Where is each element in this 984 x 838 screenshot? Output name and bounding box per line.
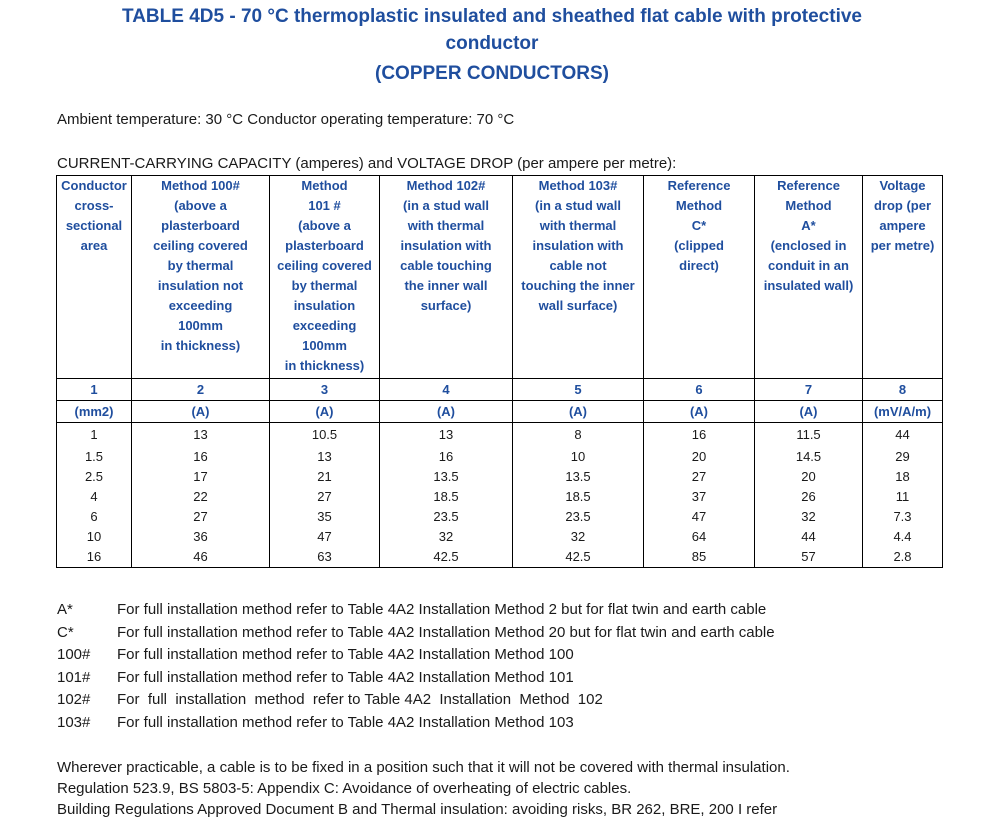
table-cell: 42.5 [513,547,644,568]
note-key: 103# [57,713,91,731]
table-row [57,423,943,448]
column-unit: (mV/A/m) [863,401,943,423]
table-cell: 13 [270,447,380,467]
table-cell: 32 [513,527,644,547]
column-unit: (A) [755,401,863,423]
header-line: plasterboard [161,218,240,233]
header-line: insulation [293,298,356,313]
column-header-7 [755,176,863,379]
table-cell: 22 [132,487,270,507]
column-number: 6 [644,379,755,401]
table-cell: 2.5 [57,467,132,487]
note-item [57,667,775,690]
table-cell: 10 [57,527,132,547]
table-cell: 11.5 [755,423,863,448]
note-item [57,622,775,645]
table-heading: CURRENT-CARRYING CAPACITY (amperes) and VOLTAGE DROP (per ampere per metre): [57,155,677,172]
header-line: (clipped [674,238,724,253]
header-line: 100mm [178,318,223,333]
header-line: Method [675,198,723,213]
note-text: For full installation method refer to Table 4A2 Installation Method 101 [117,668,574,686]
table-cell: 27 [270,487,380,507]
table-cell: 16 [132,447,270,467]
header-line: touching the inner [521,278,635,293]
note-item [57,689,775,712]
table-cell: 16 [380,447,513,467]
table-row [57,507,943,527]
header-line: conduit in an [768,258,849,273]
table-cell: 20 [644,447,755,467]
header-line: (in a stud wall [403,198,489,213]
ambient-temperature-text: Ambient temperature: 30 °C Conductor operating temperature: 70 °C [57,111,515,128]
table-cell: 35 [270,507,380,527]
header-line: Method [785,198,832,213]
header-line: Method 103# [538,178,618,193]
note-item [57,644,775,667]
table-cell: 1.5 [57,447,132,467]
table-title-line-1: TABLE 4D5 - 70 °C thermoplastic insulated and sheathed flat cable with protective [122,6,862,27]
header-line: Method [301,178,348,193]
table-title-line-3: (COPPER CONDUCTORS) [375,63,609,84]
header-line: in thickness) [284,358,365,373]
header-line: ceiling covered [277,258,372,273]
header-line: by thermal [167,258,234,273]
header-line: area [80,238,108,253]
column-unit: (mm2) [57,401,132,423]
table-cell: 85 [644,547,755,568]
table-cell: 4 [57,487,132,507]
footer-text [57,757,790,820]
column-header-1 [57,176,132,379]
header-line: cable not [549,258,607,273]
header-line: Reference [777,178,840,193]
header-line: in thickness) [160,338,241,353]
table-cell: 8 [513,423,644,448]
header-line: Conductor [61,178,127,193]
table-cell: 37 [644,487,755,507]
column-number-row [57,379,943,401]
header-line: the inner wall [404,278,488,293]
note-item [57,712,775,735]
footer-line-2: Regulation 523.9, BS 5803-5: Appendix C: Avoidance of overheating of electric cables. [57,780,632,797]
table-cell: 13 [380,423,513,448]
header-line: Reference [667,178,731,193]
header-line: exceeding [168,298,233,313]
column-number: 3 [270,379,380,401]
column-header-4 [380,176,513,379]
header-line: wall surface) [538,298,618,313]
table-cell: 36 [132,527,270,547]
table-title-line-2: conductor [445,33,539,54]
header-line: (enclosed in [770,238,847,253]
header-line: insulation with [532,238,624,253]
table-cell: 2.8 [863,547,943,568]
header-line: drop (per [873,198,932,213]
column-number: 5 [513,379,644,401]
note-text: For full installation method refer to Table 4A2 Installation Method 103 [117,713,574,731]
table-cell: 13.5 [380,467,513,487]
note-item [57,599,775,622]
table-cell: 63 [270,547,380,568]
table-row [57,467,943,487]
table-cell: 27 [132,507,270,527]
footer-line-1: Wherever practicable, a cable is to be fixed in a position such that it will not be covered with thermal insulation. [57,759,790,776]
table-cell: 18.5 [380,487,513,507]
table-row [57,547,943,568]
table-cell: 18 [863,467,943,487]
column-header-8 [863,176,943,379]
column-unit: (A) [644,401,755,423]
table-cell: 23.5 [380,507,513,527]
table-cell: 47 [644,507,755,527]
unit-row [57,401,943,423]
table-cell: 29 [863,447,943,467]
header-line: insulated wall) [763,278,854,293]
header-line: Method 100# [161,178,240,193]
table-cell: 21 [270,467,380,487]
table-cell: 27 [644,467,755,487]
table-cell: 16 [57,547,132,568]
header-line: Method 102# [406,178,486,193]
note-text: For full installation method refer to Table 4A2 Installation Method 100 [117,646,574,664]
header-line: 101 # [308,198,341,213]
note-key: 101# [57,668,91,686]
table-cell: 16 [644,423,755,448]
column-number: 1 [57,379,132,401]
notes-list [57,599,775,735]
table-cell: 14.5 [755,447,863,467]
column-header-3 [270,176,380,379]
header-line: ceiling covered [153,238,248,253]
note-key: 102# [57,691,91,709]
header-line: by thermal [291,278,358,293]
header-line: insulation not [157,278,244,293]
header-line: C* [691,218,707,233]
header-line: with thermal [539,218,617,233]
table-cell: 20 [755,467,863,487]
column-unit: (A) [270,401,380,423]
current-capacity-table [56,175,943,568]
table-cell: 23.5 [513,507,644,527]
table-cell: 10.5 [270,423,380,448]
table-cell: 7.3 [863,507,943,527]
table-row [57,487,943,507]
column-unit: (A) [380,401,513,423]
note-text: For full installation method refer to Table 4A2 Installation Method 102 [117,691,603,709]
column-number: 8 [863,379,943,401]
table-row [57,447,943,467]
table-cell: 6 [57,507,132,527]
header-line: (above a [174,198,227,213]
table-cell: 1 [57,423,132,448]
header-line: direct) [679,258,719,273]
column-number: 7 [755,379,863,401]
column-header-6 [644,176,755,379]
header-line: plasterboard [285,238,364,253]
column-unit: (A) [513,401,644,423]
header-line: exceeding [292,318,357,333]
header-line: A* [801,218,816,233]
note-key: 100# [57,646,91,664]
table-cell: 13.5 [513,467,644,487]
table-cell: 44 [863,423,943,448]
header-line: per metre) [870,238,935,253]
note-text: For full installation method refer to Table 4A2 Installation Method 20 but for flat twin and earth cable [117,623,775,641]
column-number: 4 [380,379,513,401]
header-line: cross- [74,198,114,213]
header-line: insulation with [400,238,492,253]
note-key: C* [57,623,74,641]
table-cell: 32 [380,527,513,547]
header-line: sectional [65,218,123,233]
table-cell: 64 [644,527,755,547]
table-cell: 17 [132,467,270,487]
column-unit: (A) [132,401,270,423]
table-cell: 10 [513,447,644,467]
footer-line-3: Building Regulations Approved Document B and Thermal insulation: avoiding risks, BR 262, BRE, 200 I refer [57,801,778,818]
table-cell: 32 [755,507,863,527]
header-line: 100mm [302,338,347,353]
table-cell: 26 [755,487,863,507]
table-row [57,527,943,547]
table-cell: 4.4 [863,527,943,547]
header-line: surface) [420,298,472,313]
table-cell: 44 [755,527,863,547]
table-cell: 46 [132,547,270,568]
table-cell: 47 [270,527,380,547]
table-data [57,423,943,568]
header-line: cable touching [400,258,492,273]
header-line: (above a [298,218,351,233]
table-cell: 57 [755,547,863,568]
header-line: ampere [879,218,926,233]
header-line: Voltage [879,178,926,193]
column-header-2 [132,176,270,379]
note-key: A* [57,601,73,618]
table-cell: 11 [863,487,943,507]
column-header-5 [513,176,644,379]
header-line: (in a stud wall [535,198,621,213]
column-number: 2 [132,379,270,401]
table-cell: 13 [132,423,270,448]
note-text: For full installation method refer to Table 4A2 Installation Method 2 but for flat twin and earth cable [117,601,767,618]
header-row [57,176,943,379]
header-line: with thermal [407,218,485,233]
table-cell: 18.5 [513,487,644,507]
table-cell: 42.5 [380,547,513,568]
